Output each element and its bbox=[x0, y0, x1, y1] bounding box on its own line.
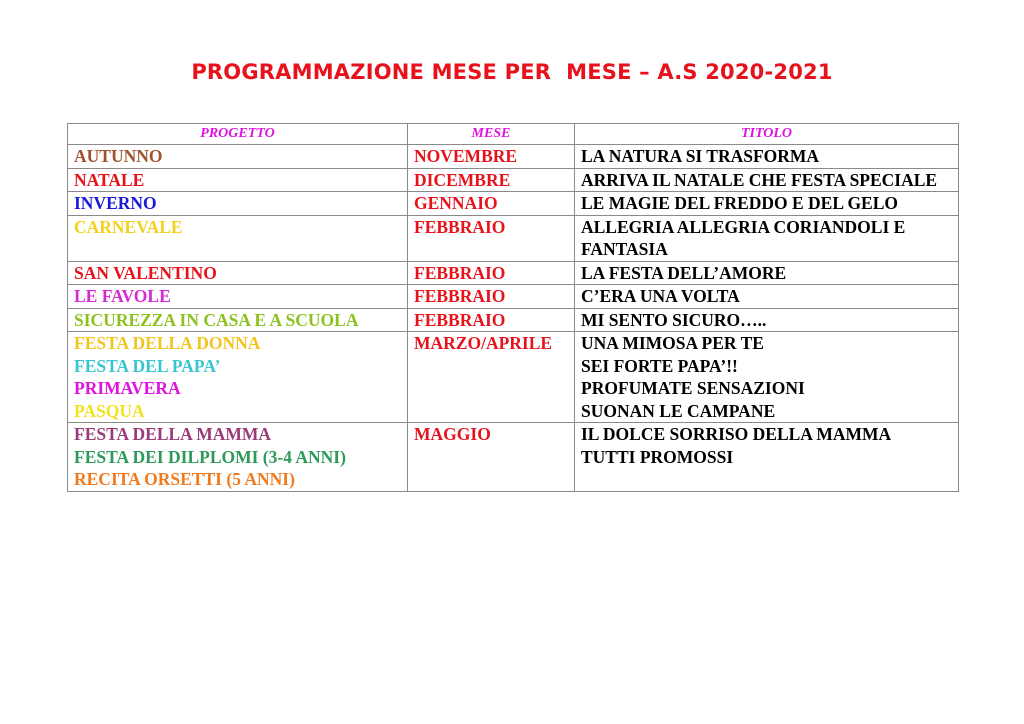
project-label: PASQUA bbox=[74, 400, 145, 421]
titolo-label: UNA MIMOSA PER TE bbox=[581, 333, 764, 353]
titolo-label: LE MAGIE DEL FREDDO E DEL GELO bbox=[581, 193, 899, 213]
table-row bbox=[68, 145, 959, 169]
titolo-label: IL DOLCE SORRISO DELLA MAMMA bbox=[581, 424, 892, 444]
cell-progetto bbox=[68, 145, 408, 169]
schedule-table bbox=[67, 123, 959, 492]
project-label: SAN VALENTINO bbox=[74, 262, 217, 283]
cell-titolo bbox=[575, 261, 959, 285]
cell-mese: NOVEMBRE bbox=[408, 145, 575, 169]
titolo-label: SEI FORTE PAPA’!! bbox=[581, 355, 738, 376]
page-title: PROGRAMMAZIONE MESE PER MESE – A.S 2020-2021 bbox=[191, 60, 833, 84]
table-row bbox=[68, 192, 959, 216]
project-label: SICUREZZA IN CASA E A SCUOLA bbox=[74, 309, 359, 330]
cell-mese: FEBBRAIO bbox=[408, 261, 575, 285]
project-label: FESTA DEI DILPLOMI (3-4 ANNI) bbox=[74, 446, 346, 467]
table-row bbox=[68, 168, 959, 192]
table-row bbox=[68, 261, 959, 285]
titolo-label: LA NATURA SI TRASFORMA bbox=[581, 146, 820, 166]
cell-progetto bbox=[68, 192, 408, 216]
cell-mese: MARZO/APRILE bbox=[408, 332, 575, 423]
titolo-label: LA FESTA DELL’AMORE bbox=[581, 262, 787, 283]
table-row bbox=[68, 423, 959, 492]
project-label: RECITA ORSETTI (5 ANNI) bbox=[74, 469, 295, 489]
cell-progetto bbox=[68, 308, 408, 332]
project-label: INVERNO bbox=[74, 193, 157, 213]
cell-titolo bbox=[575, 192, 959, 216]
cell-titolo bbox=[575, 308, 959, 332]
cell-progetto bbox=[68, 215, 408, 261]
project-label: CARNEVALE bbox=[74, 216, 183, 237]
cell-mese: FEBBRAIO bbox=[408, 308, 575, 332]
project-label: FESTA DELLA MAMMA bbox=[74, 424, 272, 444]
project-label: FESTA DELLA DONNA bbox=[74, 333, 261, 353]
cell-titolo bbox=[575, 332, 959, 423]
table-row bbox=[68, 332, 959, 423]
titolo-label: ALLEGRIA ALLEGRIA CORIANDOLI E FANTASIA bbox=[581, 216, 906, 259]
titolo-label: SUONAN LE CAMPANE bbox=[581, 400, 776, 421]
cell-mese: GENNAIO bbox=[408, 192, 575, 216]
project-label: FESTA DEL PAPA’ bbox=[74, 355, 221, 376]
cell-progetto bbox=[68, 332, 408, 423]
cell-mese: MAGGIO bbox=[408, 423, 575, 492]
header-titolo: TITOLO bbox=[575, 124, 959, 145]
cell-mese: FEBBRAIO bbox=[408, 215, 575, 261]
cell-progetto bbox=[68, 261, 408, 285]
schedule-body bbox=[68, 145, 959, 492]
header-mese: MESE bbox=[408, 124, 575, 145]
titolo-label: ARRIVA IL NATALE CHE FESTA SPECIALE bbox=[581, 169, 938, 190]
titolo-label: TUTTI PROMOSSI bbox=[581, 446, 734, 467]
cell-mese: DICEMBRE bbox=[408, 168, 575, 192]
titolo-label: PROFUMATE SENSAZIONI bbox=[581, 378, 805, 398]
table-row bbox=[68, 308, 959, 332]
project-label: LE FAVOLE bbox=[74, 286, 171, 306]
table-header-row bbox=[68, 124, 959, 145]
header-progetto: PROGETTO bbox=[68, 124, 408, 145]
cell-titolo bbox=[575, 285, 959, 309]
titolo-label: C’ERA UNA VOLTA bbox=[581, 286, 740, 306]
project-label: PRIMAVERA bbox=[74, 378, 181, 398]
cell-titolo bbox=[575, 215, 959, 261]
project-label: AUTUNNO bbox=[74, 146, 163, 166]
table-row bbox=[68, 215, 959, 261]
table-row bbox=[68, 285, 959, 309]
cell-titolo bbox=[575, 145, 959, 169]
cell-mese: FEBBRAIO bbox=[408, 285, 575, 309]
cell-progetto bbox=[68, 168, 408, 192]
project-label: NATALE bbox=[74, 169, 145, 190]
cell-progetto bbox=[68, 423, 408, 492]
titolo-label: MI SENTO SICURO….. bbox=[581, 309, 767, 330]
cell-titolo bbox=[575, 423, 959, 492]
cell-titolo bbox=[575, 168, 959, 192]
cell-progetto bbox=[68, 285, 408, 309]
